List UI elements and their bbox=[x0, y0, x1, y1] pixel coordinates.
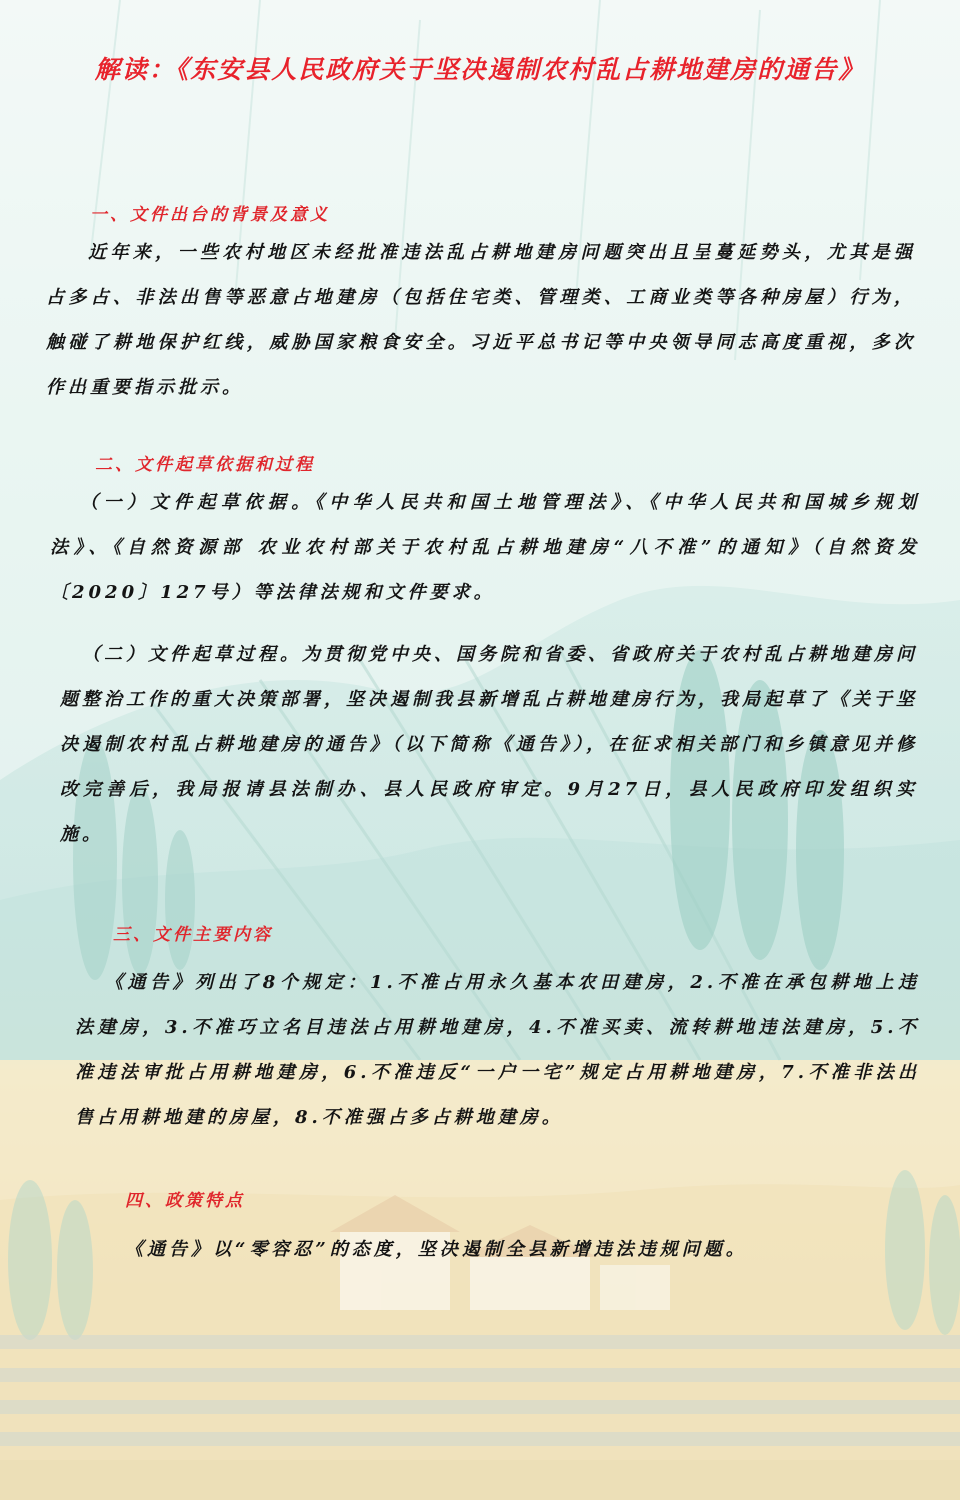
section-2-heading: 二、文件起草依据和过程 bbox=[95, 455, 315, 475]
section-3-paragraph: 《通告》列出了8个规定：1.不准占用永久基本农田建房，2.不准在承包耕地上违法建房，3.不准巧立名目违法占用耕地建房，4.不准买卖、流转耕地违法建房，5.不准违法审批占用耕地建房，6.不准违反“一户一宅”规定占用耕地建房，7.不准非法出售占用耕地建的房屋，8.不准强占多占耕地建房。 bbox=[75, 972, 920, 1128]
section-4-heading: 四、政策特点 bbox=[125, 1191, 245, 1211]
section-1-heading: 一、文件出台的背景及意义 bbox=[90, 205, 330, 225]
section-3-heading: 三、文件主要内容 bbox=[113, 925, 273, 945]
section-1-paragraph: 近年来，一些农村地区未经批准违法乱占耕地建房问题突出且呈蔓延势头，尤其是强占多占、非法出售等恶意占地建房（包括住宅类、管理类、工商业类等各种房屋）行为，触碰了耕地保护红线，威胁国家粮食安全。习近平总书记等中央领导同志高度重视，多次作出重要指示批示。 bbox=[46, 242, 916, 398]
section-2-paragraph-2: （二）文件起草过程。为贯彻党中央、国务院和省委、省政府关于农村乱占耕地建房问题整治工作的重大决策部署，坚决遏制我县新增乱占耕地建房行为，我局起草了《关于坚决遏制农村乱占耕地建房的通告》（以下简称《通告》），在征求相关部门和乡镇意见并修改完善后，我局报请县法制办、县人民政府审定。9月27日，县人民政府印发组织实施。 bbox=[60, 644, 918, 845]
section-4-paragraph: 《通告》以“零容忍”的态度，坚决遏制全县新增违法违规问题。 bbox=[125, 1239, 748, 1260]
document-title: 解读：《东安县人民政府关于坚决遏制农村乱占耕地建房的通告》 bbox=[94, 55, 866, 84]
section-2-paragraph-1: （一）文件起草依据。《中华人民共和国土地管理法》、《中华人民共和国城乡规划法》、《自然资源部 农业农村部关于农村乱占耕地建房“八不准”的通知》（自然资发〔2020〕127号）等法律法规和文件要求。 bbox=[50, 492, 920, 603]
